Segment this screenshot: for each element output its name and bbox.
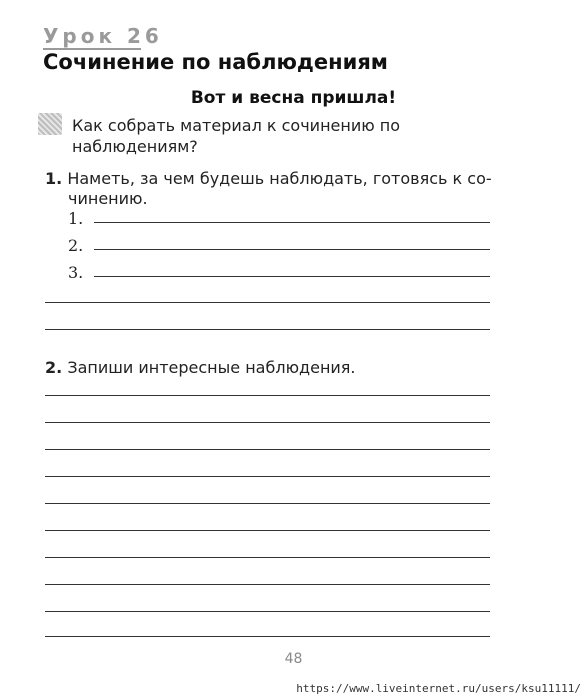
task-1-number: 1. (45, 169, 63, 188)
task-1-text-line2: чинению. (68, 189, 148, 208)
task-2-number: 2. (45, 358, 63, 377)
source-url: https://www.liveinternet.ru/users/ksu11111/ (296, 682, 581, 695)
task-1-text-line1: Наметь, за чем будешь наблюдать, готовясь к со- (67, 169, 492, 188)
answer-line-2[interactable] (94, 249, 490, 250)
task-1 (45, 169, 505, 209)
answer-line[interactable] (45, 329, 490, 330)
answer-line[interactable] (45, 395, 490, 396)
question-icon (38, 113, 62, 135)
question-text: Как собрать материал к сочинению по наблюдениям? (72, 116, 401, 156)
task-2-text: Запиши интересные наблюдения. (67, 358, 356, 377)
page-number: 48 (284, 651, 303, 667)
answer-line[interactable] (45, 449, 490, 450)
answer-line[interactable] (45, 636, 490, 637)
answer-line[interactable] (45, 530, 490, 531)
task-2 (45, 358, 356, 377)
answer-line[interactable] (45, 557, 490, 558)
answer-line[interactable] (45, 422, 490, 423)
page-title: Сочинение по наблюдениям (43, 50, 388, 74)
answer-line[interactable] (45, 302, 490, 303)
item-label-1: 1. (68, 209, 84, 228)
item-label-3: 3. (68, 263, 84, 282)
answer-line[interactable] (45, 476, 490, 477)
lesson-label: Урок 26 (43, 24, 163, 48)
answer-line[interactable] (45, 503, 490, 504)
page-subtitle: Вот и весна пришла! (190, 88, 397, 108)
answer-line-1[interactable] (94, 222, 490, 223)
answer-line[interactable] (45, 611, 490, 612)
item-label-2: 2. (68, 236, 84, 255)
answer-line[interactable] (45, 584, 490, 585)
answer-line-3[interactable] (94, 276, 490, 277)
